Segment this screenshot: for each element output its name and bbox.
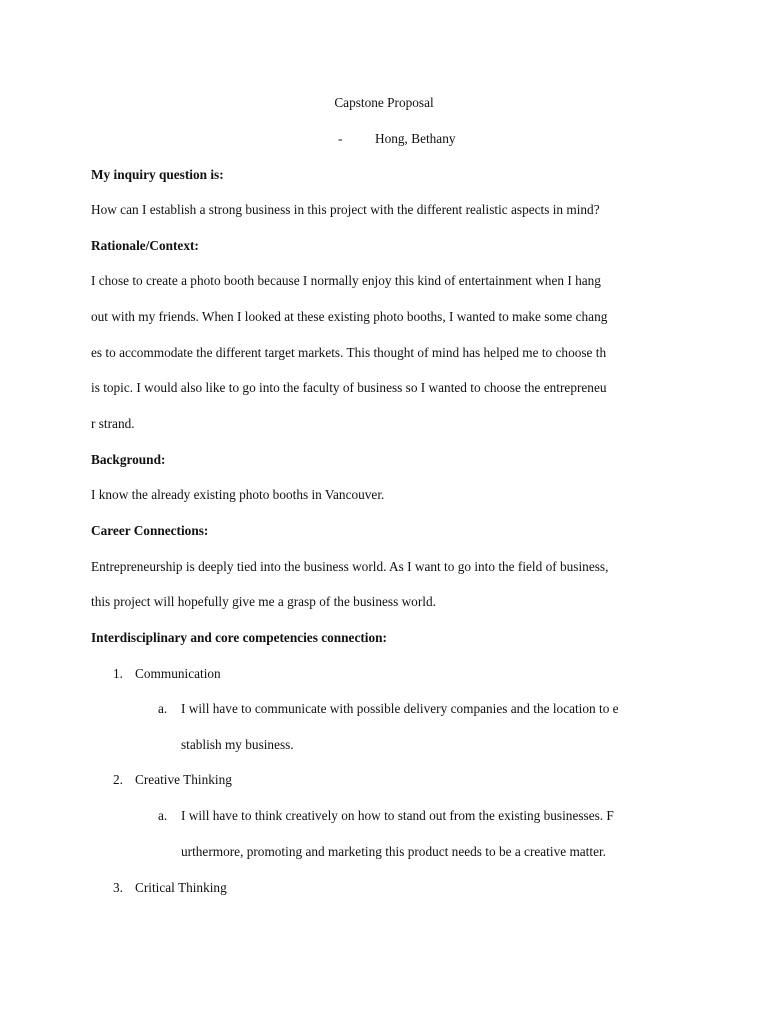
list-item-label: Communication [135,666,221,681]
sub-list-text: I will have to communicate with possible delivery companies and the location to e [181,701,619,716]
author-dash: - [338,131,343,146]
author-name: Hong, Bethany [375,131,456,146]
list-item [113,880,227,896]
sub-list-continuation: stablish my business. [181,737,294,752]
inquiry-question: How can I establish a strong business in this project with the different realistic aspects in mind? [91,202,600,217]
career-heading: Career Connections: [91,523,209,538]
sub-list-letter: a. [158,701,168,716]
sub-list-item [158,701,619,717]
list-item [113,772,232,788]
list-number: 3. [113,880,123,895]
author-line [338,131,456,147]
rationale-line: is topic. I would also like to go into the faculty of business so I wanted to choose the entrepreneu [91,380,607,395]
rationale-line: I chose to create a photo booth because I normally enjoy this kind of entertainment when I hang [91,273,601,288]
sub-list-continuation: urthermore, promoting and marketing this product needs to be a creative matter. [181,844,606,859]
background-heading: Background: [91,452,166,467]
list-item-label: Critical Thinking [135,880,227,895]
list-item [113,666,221,682]
rationale-line: r strand. [91,416,135,431]
document-title: Capstone Proposal [334,95,434,110]
sub-list-item [158,808,614,824]
list-number: 2. [113,772,123,787]
sub-list-text: I will have to think creatively on how to stand out from the existing businesses. F [181,808,614,823]
rationale-line: es to accommodate the different target markets. This thought of mind has helped me to choose th [91,345,607,360]
inquiry-heading: My inquiry question is: [91,167,224,182]
list-number: 1. [113,666,123,681]
rationale-heading: Rationale/Context: [91,238,199,253]
career-line: Entrepreneurship is deeply tied into the business world. As I want to go into the field of business, [91,559,609,574]
list-item-label: Creative Thinking [135,772,232,787]
interdisciplinary-heading: Interdisciplinary and core competencies connection: [91,630,387,645]
sub-list-letter: a. [158,808,168,823]
background-line: I know the already existing photo booths in Vancouver. [91,487,385,502]
rationale-line: out with my friends. When I looked at these existing photo booths, I wanted to make some chang [91,309,608,324]
career-line: this project will hopefully give me a grasp of the business world. [91,594,436,609]
